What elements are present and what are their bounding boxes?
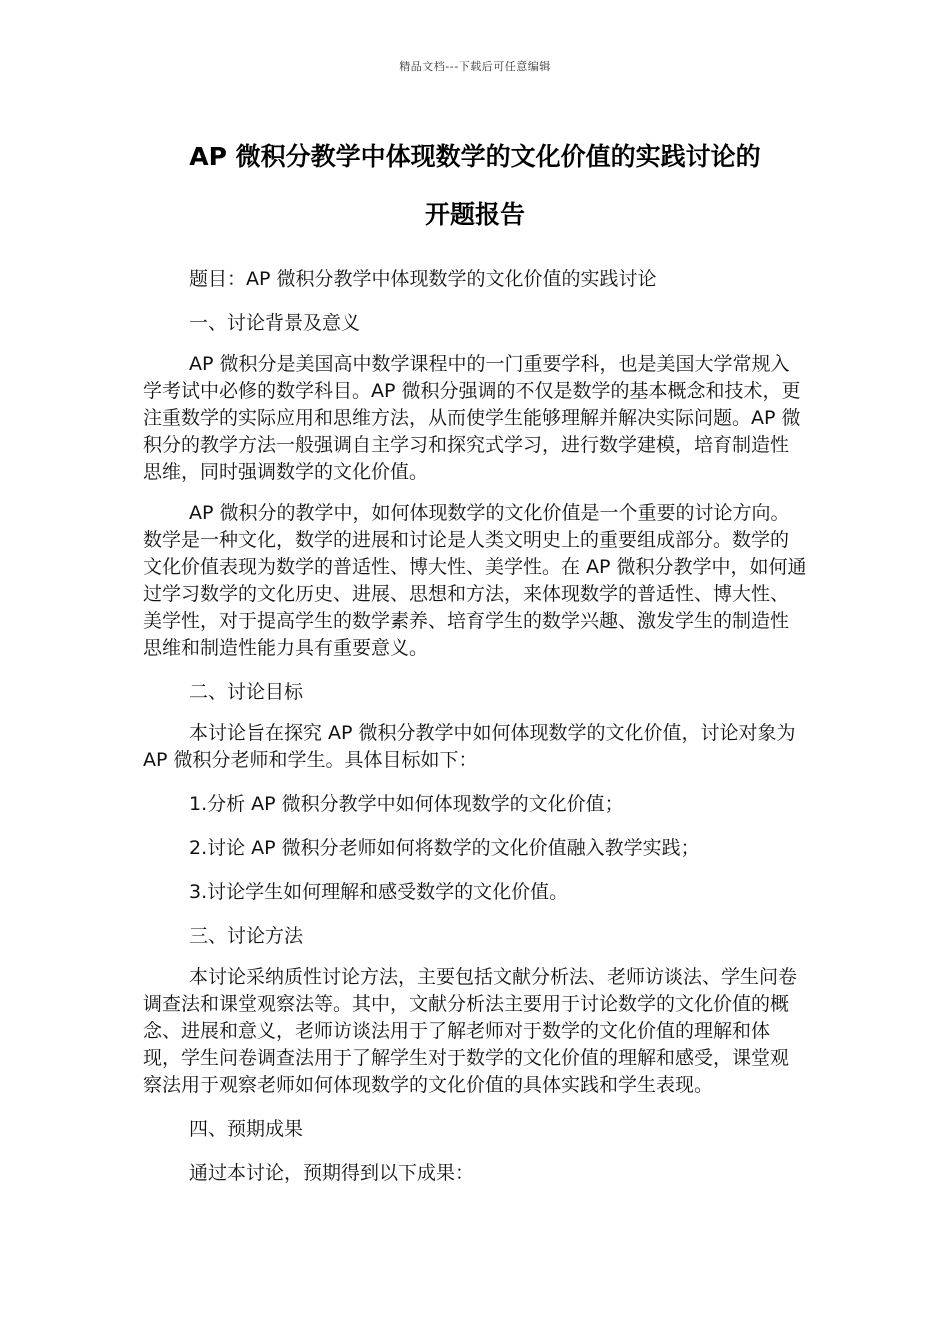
section-1-heading: 一、讨论背景及意义 [189,312,361,334]
header-note: 精品文档---下载后可任意编辑 [399,60,551,73]
section-1-paragraph-2: AP 微积分的教学中，如何体现数学的文化价值是一个重要的讨论方向。数学是一种文化，数学的进展和讨论是人类文明史上的重要组成部分。数学的文化价值表现为数学的普适性、博大性、美学性。在 AP 微积分教学中，如何通过学习数学的文化历史、进展、思想和方法，来体现数学的普适性、博大性、美学性，对于提高学生的数学素养、培育学生的数学兴趣、激发学生的制造性思维和制造性能力具有重要意义。 [143,502,807,659]
list-item: 1.分析 AP 微积分教学中如何体现数学的文化价值； [189,793,624,815]
list-item: 2.讨论 AP 微积分老师如何将数学的文化价值融入教学实践； [189,837,700,859]
section-2-intro: 本讨论旨在探究 AP 微积分教学中如何体现数学的文化价值，讨论对象为 AP 微积分老师和学生。具体目标如下： [143,722,796,771]
document-title [120,128,830,244]
section-3-paragraph: 本讨论采纳质性讨论方法，主要包括文献分析法、老师访谈法、学生问卷调查法和课堂观察法等。其中，文献分析法主要用于讨论数学的文化价值的概念、进展和意义，老师访谈法用于了解老师对于数学的文化价值的理解和体现，学生问卷调查法用于了解学生对于数学的文化价值的理解和感受，课堂观察法用于观察老师如何体现数学的文化价值的具体实践和学生表现。 [143,966,798,1096]
section-4-heading: 四、预期成果 [189,1118,304,1140]
topic-line: 题目：AP 微积分教学中体现数学的文化价值的实践讨论 [189,268,657,290]
document-body [143,266,807,1187]
section-3-heading: 三、讨论方法 [189,925,304,947]
section-1-paragraph-1: AP 微积分是美国高中数学课程中的一门重要学科，也是美国大学常规入学考试中必修的数学科目。AP 微积分强调的不仅是数学的基本概念和技术，更注重数学的实际应用和思维方法，从而使学生能够理解并解决实际问题。AP 微积分的教学方法一般强调自主学习和探究式学习，进行数学建模，培育制造性思维，同时强调数学的文化价值。 [143,353,801,483]
section-4-intro: 通过本讨论，预期得到以下成果： [189,1162,475,1184]
title-line-2: 开题报告 [424,200,525,229]
title-line-1: AP 微积分教学中体现数学的文化价值的实践讨论的 [189,142,761,171]
list-item: 3.讨论学生如何理解和感受数学的文化价值。 [189,881,569,903]
section-2-heading: 二、讨论目标 [189,681,304,703]
